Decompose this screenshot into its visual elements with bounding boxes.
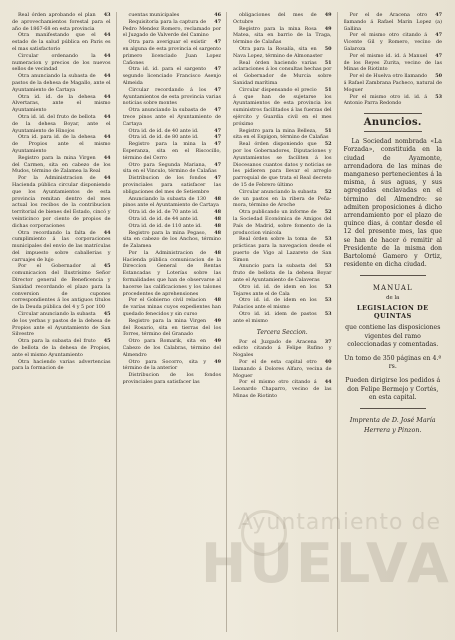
manual-title: MANUAL <box>372 284 413 293</box>
anuncios-heading: Anuncios. <box>344 113 443 132</box>
entry-text: Por la Administracion de Hacienda pública comunicacion de la Direccion General de Rentas Estancadas y Loterías sobre las formalidades que han de observarse al hacerse las calificaciones y los talones procedentes de aprehensiones <box>122 249 221 297</box>
entry-text: Otra id. de id. de 80 ante id. <box>128 134 199 141</box>
index-entry <box>123 223 222 230</box>
index-entry <box>123 12 222 19</box>
page-number: 53 <box>324 283 332 290</box>
entry-text: Circular anunciando la subasta de un pastos en la ribera de Peña-mora, término de Aroche <box>233 188 332 209</box>
index-entry <box>12 175 111 229</box>
entry-text: Otro id. id. de idem en los Palacios ante el mismo <box>233 297 317 311</box>
index-entry <box>123 107 222 127</box>
imprint <box>344 415 443 435</box>
page-number: 51 <box>324 86 332 93</box>
entry-text: Por el Juzgado de Aracena edicto citando á Felipe Rufino y Nogales <box>233 338 332 359</box>
entry-text: Anunciando la subasta de 130 pinos ante el Ayuntamiento de Cartaya <box>122 195 219 209</box>
imprint-line-2: Herrera y Pinzon. <box>363 426 422 435</box>
entry-text: Distribucion de los fondos provinciales para satisfacer las <box>122 372 221 386</box>
entry-text: Otra manifestando que el estado de la salud pública en Paris es el mas satisfactorio <box>12 32 111 52</box>
page-number: 47 <box>435 12 442 18</box>
index-entry <box>12 263 111 311</box>
page-number: 48 <box>214 229 221 236</box>
index-entry <box>123 359 222 373</box>
entry-text: Otra id. para id. de la dehesa de Propios ante el mismo Ayuntamiento <box>12 134 111 154</box>
page-number: 44 <box>103 32 111 39</box>
entry-text: Otra id. de id. de 70 ante id. <box>128 209 199 216</box>
page-number: 45 <box>103 311 111 318</box>
entry-text: Otra haciendo varias advertencias para la formacion de <box>12 358 111 372</box>
entry-text: Real órden aprobando el plan de aprovechamientos forestal para el año de 1867-68 en esta provincia <box>12 12 111 32</box>
page-number: 49 <box>214 338 221 345</box>
page-number: 48 <box>214 297 221 304</box>
entry-text: Por el Gobernador al comunicacion del Ilustrísimo Señor Director general de Beneficencia y Sanidad recordando el plazo para la conversion de cupones correspondientes á los antiguos títulos de la Deuda pública del 4 y 5 por 100 <box>12 263 111 311</box>
index-entry <box>123 250 222 298</box>
index-entry <box>123 19 222 39</box>
entry-text: Otra para averiguar el existir en alguna de esta provincia el sargento primero licenciado Juan Lopez Cañones <box>122 39 221 66</box>
entry-text: obligaciones del mes de Octubre <box>233 12 317 25</box>
index-entry <box>123 318 222 338</box>
volume-text: Un tomo de 350 páginas en 4.º rs. <box>344 355 442 371</box>
entry-text: Registro para la mina Virgen del Rosario, sita en tierras del los Torres, término del Granado <box>122 317 221 338</box>
entry-text: Registro para la mina la Esperanza, sita en el Riscocillo, término del Cerro <box>122 141 221 161</box>
index-entry <box>233 284 332 298</box>
page-number: 49 <box>324 25 332 32</box>
entry-text: Otra para la Rosalía, sita en Nava Lopez, término de Almonaster <box>233 45 323 59</box>
page-number: 48 <box>214 222 221 229</box>
orders-text: Pueden dirigirse los pedidos á don Felipe Bermejo y Cortés, en esta capital. <box>345 377 441 401</box>
column-3-index <box>233 12 332 325</box>
index-entry <box>123 141 222 161</box>
column-2 <box>123 12 228 632</box>
entry-text: Otra anunciando la subasta de trece pinos ante el Ayuntamiento de Cartaya <box>122 107 221 127</box>
entry-text: Otra recordando la falta de cumplimiento á las corporaciones municipales del envio de las matrículas del impuesto sobre caballerias y carruajes de lujo <box>12 229 111 263</box>
page-number: 49 <box>324 12 332 18</box>
index-entry <box>233 297 332 311</box>
page-number: 48 <box>214 249 221 256</box>
index-entry <box>233 87 332 128</box>
entry-text: Circular recordando á los Ayuntamientos de esta provincia varias noticias sobre montes <box>122 86 221 107</box>
page-number: 44 <box>103 229 111 236</box>
page-number: 48 <box>214 209 221 216</box>
page-number: 47 <box>214 175 221 182</box>
index-entry <box>233 359 332 379</box>
index-entry <box>344 53 443 73</box>
entry-text: Otra publicando un informe de la Sociedad Económica de Amigos del País de Madrid, sobre fomento de la produccion vinícola <box>233 209 332 236</box>
page-number: 47 <box>214 161 221 168</box>
page-number: 47 <box>214 107 221 114</box>
entry-text: Otra id. de id. de 44 ante id. <box>128 215 199 222</box>
watermark-seal <box>241 510 287 556</box>
index-entry <box>12 114 111 134</box>
page-number: 45 <box>103 263 111 270</box>
entry-text: Por el mismo otro citando á Leonardo Chaparro, vecino de las Minas de Riotinto <box>233 379 332 400</box>
page-number: 49 <box>214 358 221 365</box>
index-entry <box>12 134 111 154</box>
page-number: 53 <box>435 93 442 100</box>
column-3-section-index <box>233 339 332 400</box>
index-entry <box>123 162 222 176</box>
column-1 <box>12 12 117 632</box>
divider <box>360 275 427 276</box>
index-entry <box>233 12 332 26</box>
page-number: 44 <box>103 154 111 161</box>
index-entry <box>12 94 111 114</box>
page-number: 53 <box>324 297 332 304</box>
index-entry <box>123 128 222 135</box>
column-4 <box>344 12 448 632</box>
section-heading: Tercera Seccion. <box>256 328 308 336</box>
index-entry <box>123 372 222 386</box>
index-entry <box>12 230 111 264</box>
entry-text: Por el mismo otro id. id. á Antonio Parra Redondo <box>343 93 428 107</box>
page-number: 47 <box>435 52 442 59</box>
entry-text: Requisitoria para la captura de Pedro Mendez Romero, reclamado por el Juzgado de Valverde del Camino <box>122 18 221 39</box>
index-entry <box>344 32 443 52</box>
entry-text: Por el mismo otro citando á Vicente Gil y Romero, vecino de Galaroza <box>343 32 442 52</box>
index-entry <box>233 379 332 399</box>
page-number: 48 <box>214 195 221 202</box>
index-entry <box>233 189 332 209</box>
index-entry <box>123 196 222 210</box>
columns <box>12 12 452 632</box>
entry-text: Registro para la mina Virgen del Carmen, sita en cabezo de los Mudos, término de Zalamea la Real <box>12 154 111 175</box>
index-entry <box>123 66 222 86</box>
page-number: 47 <box>214 141 221 148</box>
page-number: 47 <box>214 86 221 93</box>
index-entry <box>233 46 332 60</box>
page-number: 47 <box>214 127 221 134</box>
index-entry <box>12 311 111 338</box>
page-number: 44 <box>103 52 111 59</box>
index-entry <box>123 297 222 317</box>
index-entry <box>123 175 222 195</box>
page-number: 52 <box>324 188 332 195</box>
watermark-line-2: HUELVA <box>201 532 452 595</box>
page-number: 44 <box>103 73 111 80</box>
page-number: 47 <box>214 66 221 73</box>
entry-text: Otra id. id. para el sargento segundo licenciado Francisco Asenjo Almeida <box>122 66 221 86</box>
page-number: 52 <box>324 209 332 216</box>
index-entry <box>123 39 222 66</box>
entry-text: Otra id. id. del fruto de bellota de la dehesa Boyar, ante el Ayuntamiento de Hinojos <box>12 113 111 134</box>
index-entry <box>12 53 111 73</box>
page-number: 50 <box>435 73 442 80</box>
entry-text: Por el de Huelva otro llamando á Rafael Zambrana Pacheco, natural de Moguer <box>343 73 442 93</box>
entry-text: Circular dispensando el precio á que han de sujetarse los Ayuntamientos de esta provincia los suministros facilitados á las fuerzas del ejército y Guardia civil en el mes próximo <box>233 86 332 127</box>
anuncio-text: La Sociedad nombrada «La Forzada», constituida en la ciudad de Ayamonte, arrendadora de las minas de manganeso pertenecientes á la misma, á sus aguas, y sus agregadas enclavadas en el término del Almendro: se admiten proposiciones á dicho arrendamiento por el plazo de quince dias, á contar desde el 12 del presente mes, las que se han de hacer ó remitir al Presidente de la misma don Bartolomé Gamero y Ortiz, residente en dicha ciudad. <box>343 138 442 269</box>
page-number: 46 <box>214 12 221 18</box>
page-number: 47 <box>214 39 221 46</box>
index-entry <box>344 73 443 93</box>
column-4-index <box>344 12 443 107</box>
index-entry <box>12 338 111 358</box>
page-number: 49 <box>214 317 221 324</box>
page-number: 53 <box>324 236 332 243</box>
entry-text: Otra id. id. de la dehesa Alvertaras, ante el mismo Ayuntamiento <box>12 93 111 114</box>
entry-text: Otra id. de id. de 110 ante id. <box>128 222 202 229</box>
index-entry <box>123 216 222 223</box>
imprint-line-1: Imprenta de D. José María <box>349 416 436 425</box>
page-number: 44 <box>103 134 111 141</box>
entry-text: Por el Gobierno civil relacion de varias minas cuyos expedientes han quedado fenecidos y sin curso <box>122 297 221 318</box>
entry-text: Otra para la subasta del fruto de bellota de la dehesa de Propios, ante el mismo Ayuntamiento <box>12 338 111 358</box>
page-number: 47 <box>435 32 442 39</box>
page-number: 40 <box>324 359 332 366</box>
entry-text: Anuncio para la subasta del fruto de bellota de la dehesa Boyar ante el Ayuntamiento de Calaveras <box>233 263 332 284</box>
page-number: 53 <box>324 263 332 270</box>
page-number: 44 <box>324 379 332 386</box>
index-entry <box>233 339 332 359</box>
index-entry <box>123 338 222 358</box>
index-entry <box>123 87 222 107</box>
index-entry <box>12 359 111 373</box>
page-number: 45 <box>103 338 111 345</box>
entry-text: Otro para Socorro, sita y término de la anterior <box>122 358 207 372</box>
index-entry <box>233 60 332 87</box>
entry-text: Por el de esta capital otro llamando á Dolores Alfaro, vecina de Moguer <box>233 359 332 379</box>
entry-text: Real órden haciendo varias aclaraciones á los consultas hechas por el Gobernador de Murcia sobre Sanidad marítima <box>233 59 332 86</box>
entry-text: Por el mismo id. id. á Manuel de los Reyes Zurita, vecino de las Minas de Riotinto <box>343 52 442 73</box>
entry-text: Otro id. id. idem de pastos ante el mismo <box>233 311 317 324</box>
index-entry <box>233 128 332 142</box>
page-number: 51 <box>324 59 332 66</box>
entry-text: Otra anunciando la subasta de pastos de la dehesa de Magallo, ante el Ayuntamiento de Cartaya <box>12 73 111 93</box>
entry-text: Real órden sobre la toma de prácticas para la navegacion desde el puerto de Vigo al Lazareto de San Simon <box>233 236 332 263</box>
index-entry <box>233 209 332 236</box>
page-number: 44 <box>103 113 111 120</box>
index-entry <box>12 73 111 93</box>
legislation-title: LEGISLACION DE QUINTAS <box>356 304 429 321</box>
entry-text: Por el de Aracena otro llamando á Rafael Marin Lopez (a) Gallina <box>343 12 442 32</box>
entry-text: Circular anunciando la subasta de los yerbas y pastos de la dehesa de Propios ante el Ayuntamiento de San Silvestre <box>12 311 111 338</box>
entry-text: Registro para la mina Rosa Matea, sita en barrio de la Traga, término de Calañas <box>233 25 332 46</box>
entry-text: Real órden disponiendo que por los Gobernadores, Diputaciones y Ayuntamientos se faciliten á los Diocesanos cuantos datos y noticias se les pidieren para llevar el arreglo parroquial de que trata el Real decreto de 15 de Febrero último <box>233 141 332 188</box>
index-entry <box>123 134 222 141</box>
page-number: 44 <box>103 93 111 100</box>
entry-text: Otro para Romarik, sita en Cabezo de los Calabras, término del Almendro <box>122 338 221 358</box>
index-entry <box>344 94 443 108</box>
entry-text: Distribucion de los fondos provinciales para satisfacer las obligaciones del mes de Setiembre <box>122 175 221 195</box>
watermark-line-1: Ayuntamiento de <box>237 510 441 535</box>
index-entry <box>233 26 332 46</box>
page-number: 43 <box>103 12 111 18</box>
page-number: 37 <box>324 338 332 345</box>
legislation-description: que contiene las disposiciones vigentes del ramo coleccionadas y comentadas. <box>345 324 441 348</box>
index-entry <box>233 236 332 263</box>
index-entry <box>233 141 332 189</box>
index-entry <box>344 12 443 32</box>
index-entry <box>12 32 111 52</box>
page-number: 50 <box>324 45 332 52</box>
index-entry <box>233 311 332 325</box>
index-entry <box>12 12 111 32</box>
entry-text: Otro id. id. de idem en los Tejares ante el de Cala <box>233 283 317 297</box>
entry-text: cuentas municipales <box>128 12 180 18</box>
entry-text: Otra id. de id. de 40 ante id. <box>128 127 199 134</box>
entry-text: Por la Administracion de Hacienda pública circular disponiendo que los Ayuntamientos de esta provincia remitan dentro del mes actual los recibos de la contribucion territorial de bienes del Estado, cincó y veinticinco por ciento de propios de dichas corporaciones <box>12 175 111 229</box>
page-number: 51 <box>324 127 332 134</box>
divider <box>360 408 427 409</box>
index-entry <box>12 155 111 175</box>
page-number: 47 <box>214 134 221 141</box>
page-number: 47 <box>214 18 221 25</box>
index-entry <box>123 209 222 216</box>
entry-text: Otro para Segunda Mariana, sita en el Vinculo, término de Calañas <box>122 161 217 175</box>
page-number: 53 <box>324 311 332 318</box>
entry-text: Registro para la mina Pegaso, sita en cabezo de los Anchos, término de Zalamea <box>122 229 221 250</box>
page-number: 52 <box>324 141 332 148</box>
entry-text: Registro para la mina Belleza, sita en el Espigon, término de Calañas <box>233 127 329 141</box>
index-entry <box>123 230 222 250</box>
index-entry <box>233 263 332 283</box>
page-number: 44 <box>103 175 111 182</box>
entry-text: Circular ordenando la numeracion y precios de los nuevos sellos de vecindad <box>12 52 111 73</box>
page-number: 48 <box>214 215 221 222</box>
manual-de: de la <box>386 295 400 302</box>
